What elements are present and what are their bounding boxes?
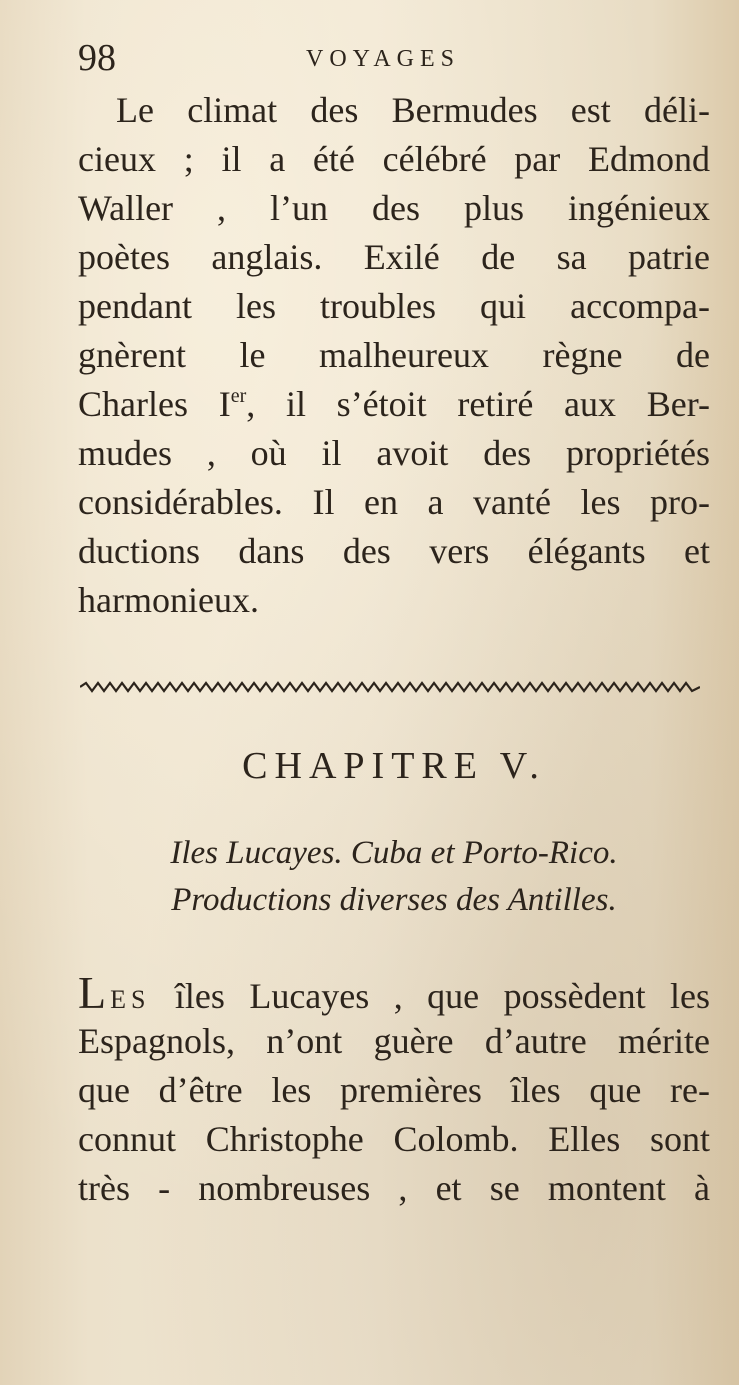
- text-line: Espagnols, n’ont guère d’autre mérite: [78, 1021, 710, 1061]
- text-line: [78, 968, 710, 1017]
- text-line: connut Christophe Colomb. Elles sont: [78, 1119, 710, 1159]
- text-line: gnèrent le malheureux règne de: [78, 335, 710, 375]
- summary-line: Productions diverses des Antilles.: [171, 882, 617, 918]
- text-line: considérables. Il en a vanté les pro-: [78, 482, 710, 522]
- text-line: poètes anglais. Exilé de sa patrie: [78, 237, 710, 277]
- text-line: ductions dans des vers élégants et: [78, 531, 710, 571]
- text-line: mudes , où il avoit des propriétés: [78, 433, 710, 473]
- running-head: VOYAGES: [306, 46, 461, 72]
- text-fragment: , il s’étoit retiré aux Ber-: [246, 384, 710, 424]
- text-fragment: îles Lucayes , que possèdent les: [150, 976, 710, 1016]
- text-line: harmonieux.: [78, 580, 259, 620]
- superscript: er: [230, 385, 247, 407]
- decorative-rule: [80, 680, 700, 694]
- page-header: [78, 30, 708, 86]
- small-caps: ES: [110, 985, 151, 1014]
- text-line: [78, 380, 710, 429]
- chapter-title: CHAPITRE V.: [242, 745, 546, 787]
- drop-capital: L: [78, 967, 111, 1018]
- paragraph-lucayes: [78, 968, 710, 1213]
- chapter-summary: [78, 830, 710, 924]
- text-line: très - nombreuses , et se montent à: [78, 1168, 710, 1208]
- text-line: Waller , l’un des plus ingénieux: [78, 188, 710, 228]
- text-line: Le climat des Bermudes est déli-: [116, 90, 710, 130]
- page-number: 98: [78, 37, 116, 79]
- text-fragment: Charles I: [78, 384, 231, 424]
- text-line: pendant les troubles qui accompa-: [78, 286, 710, 326]
- text-line: cieux ; il a été célébré par Edmond: [78, 139, 710, 179]
- paragraph-bermudes: [78, 86, 710, 625]
- text-line: que d’être les premières îles que re-: [78, 1070, 710, 1110]
- summary-line: Iles Lucayes. Cuba et Porto-Rico.: [170, 835, 618, 871]
